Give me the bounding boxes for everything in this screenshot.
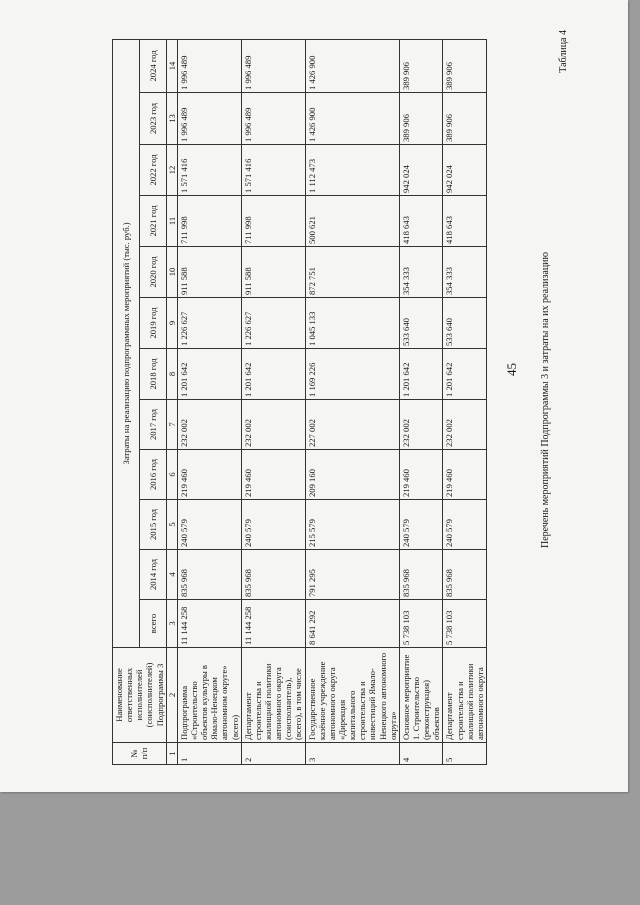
- row-year-value: 227 002: [305, 400, 399, 450]
- column-number: 8: [166, 349, 177, 400]
- header-year: 2022 год: [139, 145, 166, 196]
- row-year-value: 1 996 489: [241, 93, 305, 145]
- row-year-value: 1 571 416: [241, 145, 305, 196]
- header-year: 2023 год: [139, 93, 166, 145]
- row-year-value: 215 579: [305, 500, 399, 550]
- table-label: Таблица 4: [558, 30, 569, 73]
- column-number: 4: [166, 550, 177, 600]
- row-name: Подпрограмма «Строительство объектов культуры в Ямало-Ненецком автономном округе» (всего): [177, 648, 241, 743]
- row-year-value: 1 226 627: [177, 298, 241, 349]
- header-year: 2021 год: [139, 196, 166, 247]
- row-year-value: 835 968: [399, 550, 443, 600]
- column-number: 1: [166, 743, 177, 765]
- header-no: № п/п: [113, 743, 167, 765]
- row-year-value: 219 460: [241, 450, 305, 500]
- table-row: [241, 39, 305, 764]
- column-number: 13: [166, 93, 177, 145]
- header-year: 2019 год: [139, 298, 166, 349]
- column-number: 2: [166, 648, 177, 743]
- column-number: 10: [166, 247, 177, 298]
- row-total-value: 8 641 292: [305, 600, 399, 648]
- row-year-value: 1 201 642: [399, 349, 443, 400]
- table-body: [166, 39, 486, 764]
- row-name: Государственное казённое учреждение автономного округа «Дирекция капитального строительства и инвестиций Ямало-Ненецкого автономного округа»: [305, 648, 399, 743]
- row-year-value: 240 579: [443, 500, 487, 550]
- row-year-value: 418 643: [443, 196, 487, 247]
- table-row: [443, 39, 487, 764]
- row-total-value: 11 144 258: [177, 600, 241, 648]
- table-row: [305, 39, 399, 764]
- column-number: 6: [166, 450, 177, 500]
- row-year-value: 1 169 226: [305, 349, 399, 400]
- row-year-value: 911 588: [241, 247, 305, 298]
- header-year: 2016 год: [139, 450, 166, 500]
- row-number: 1: [177, 743, 241, 765]
- row-name: Основное мероприятие 1. Строительство (реконструкция) объектов: [399, 648, 443, 743]
- column-number: 9: [166, 298, 177, 349]
- row-year-value: 232 002: [241, 400, 305, 450]
- header-year: 2020 год: [139, 247, 166, 298]
- row-year-value: 232 002: [177, 400, 241, 450]
- column-number: 5: [166, 500, 177, 550]
- row-year-value: 533 640: [443, 298, 487, 349]
- costs-table: [112, 39, 487, 765]
- row-year-value: 533 640: [399, 298, 443, 349]
- row-year-value: 942 024: [399, 145, 443, 196]
- row-year-value: 209 160: [305, 450, 399, 500]
- header-year: 2017 год: [139, 400, 166, 450]
- row-name: Департамент строительства и жилищной политики автономного округа (соисполнитель), (всего), в том числе: [241, 648, 305, 743]
- row-year-value: 232 002: [399, 400, 443, 450]
- row-year-value: 1 996 489: [177, 93, 241, 145]
- header-costs: Затраты на реализацию подпрограммных мероприятий (тыс. руб.): [113, 39, 140, 647]
- row-number: 5: [443, 743, 487, 765]
- row-year-value: 1 201 642: [241, 349, 305, 400]
- row-year-value: 389 906: [443, 93, 487, 145]
- row-year-value: 240 579: [177, 500, 241, 550]
- column-number: 14: [166, 39, 177, 92]
- row-year-value: 1 996 489: [177, 39, 241, 92]
- row-total-value: 5 738 103: [443, 600, 487, 648]
- row-year-value: 942 024: [443, 145, 487, 196]
- row-year-value: 1 112 473: [305, 145, 399, 196]
- row-year-value: 872 751: [305, 247, 399, 298]
- row-year-value: 1 201 642: [177, 349, 241, 400]
- row-number: 2: [241, 743, 305, 765]
- column-number: 11: [166, 196, 177, 247]
- row-year-value: 418 643: [399, 196, 443, 247]
- header-year: 2024 год: [139, 39, 166, 92]
- row-year-value: 711 998: [177, 196, 241, 247]
- row-year-value: 1 226 627: [241, 298, 305, 349]
- header-year: 2015 год: [139, 500, 166, 550]
- column-number: 12: [166, 145, 177, 196]
- column-number: 7: [166, 400, 177, 450]
- row-number: 3: [305, 743, 399, 765]
- column-number: 3: [166, 600, 177, 648]
- row-year-value: 500 621: [305, 196, 399, 247]
- row-total-value: 11 144 258: [241, 600, 305, 648]
- page-number: 45: [504, 363, 519, 376]
- column-number-row: [166, 39, 177, 764]
- row-year-value: 911 588: [177, 247, 241, 298]
- row-year-value: 791 295: [305, 550, 399, 600]
- row-year-value: 219 460: [399, 450, 443, 500]
- row-year-value: 1 045 133: [305, 298, 399, 349]
- row-year-value: 1 426 900: [305, 39, 399, 92]
- row-year-value: 1 201 642: [443, 349, 487, 400]
- row-year-value: 1 996 489: [241, 39, 305, 92]
- row-year-value: 1 426 900: [305, 93, 399, 145]
- header-year: 2014 год: [139, 550, 166, 600]
- row-year-value: 835 968: [241, 550, 305, 600]
- row-year-value: 240 579: [241, 500, 305, 550]
- row-year-value: 389 906: [399, 39, 443, 92]
- header-year: 2018 год: [139, 349, 166, 400]
- row-year-value: 389 906: [399, 93, 443, 145]
- row-year-value: 232 002: [443, 400, 487, 450]
- row-year-value: 835 968: [443, 550, 487, 600]
- table-title: Перечень мероприятий Подпрограммы 3 и затраты на их реализацию: [540, 251, 551, 549]
- table-row: [177, 39, 241, 764]
- rotated-content: [100, 20, 630, 780]
- row-number: 4: [399, 743, 443, 765]
- row-year-value: 354 333: [443, 247, 487, 298]
- row-total-value: 5 738 103: [399, 600, 443, 648]
- row-year-value: 711 998: [241, 196, 305, 247]
- row-year-value: 354 333: [399, 247, 443, 298]
- header-total: всего: [139, 600, 166, 648]
- row-year-value: 240 579: [399, 500, 443, 550]
- table-row: [399, 39, 443, 764]
- row-year-value: 219 460: [177, 450, 241, 500]
- header-name: Наименование ответственных исполнителей (соисполнителей) Подпрограммы 3: [113, 648, 167, 743]
- row-year-value: 389 906: [443, 39, 487, 92]
- row-year-value: 219 460: [443, 450, 487, 500]
- row-year-value: 1 571 416: [177, 145, 241, 196]
- row-name: Департамент строительства и жилищной политики автономного округа: [443, 648, 487, 743]
- row-year-value: 835 968: [177, 550, 241, 600]
